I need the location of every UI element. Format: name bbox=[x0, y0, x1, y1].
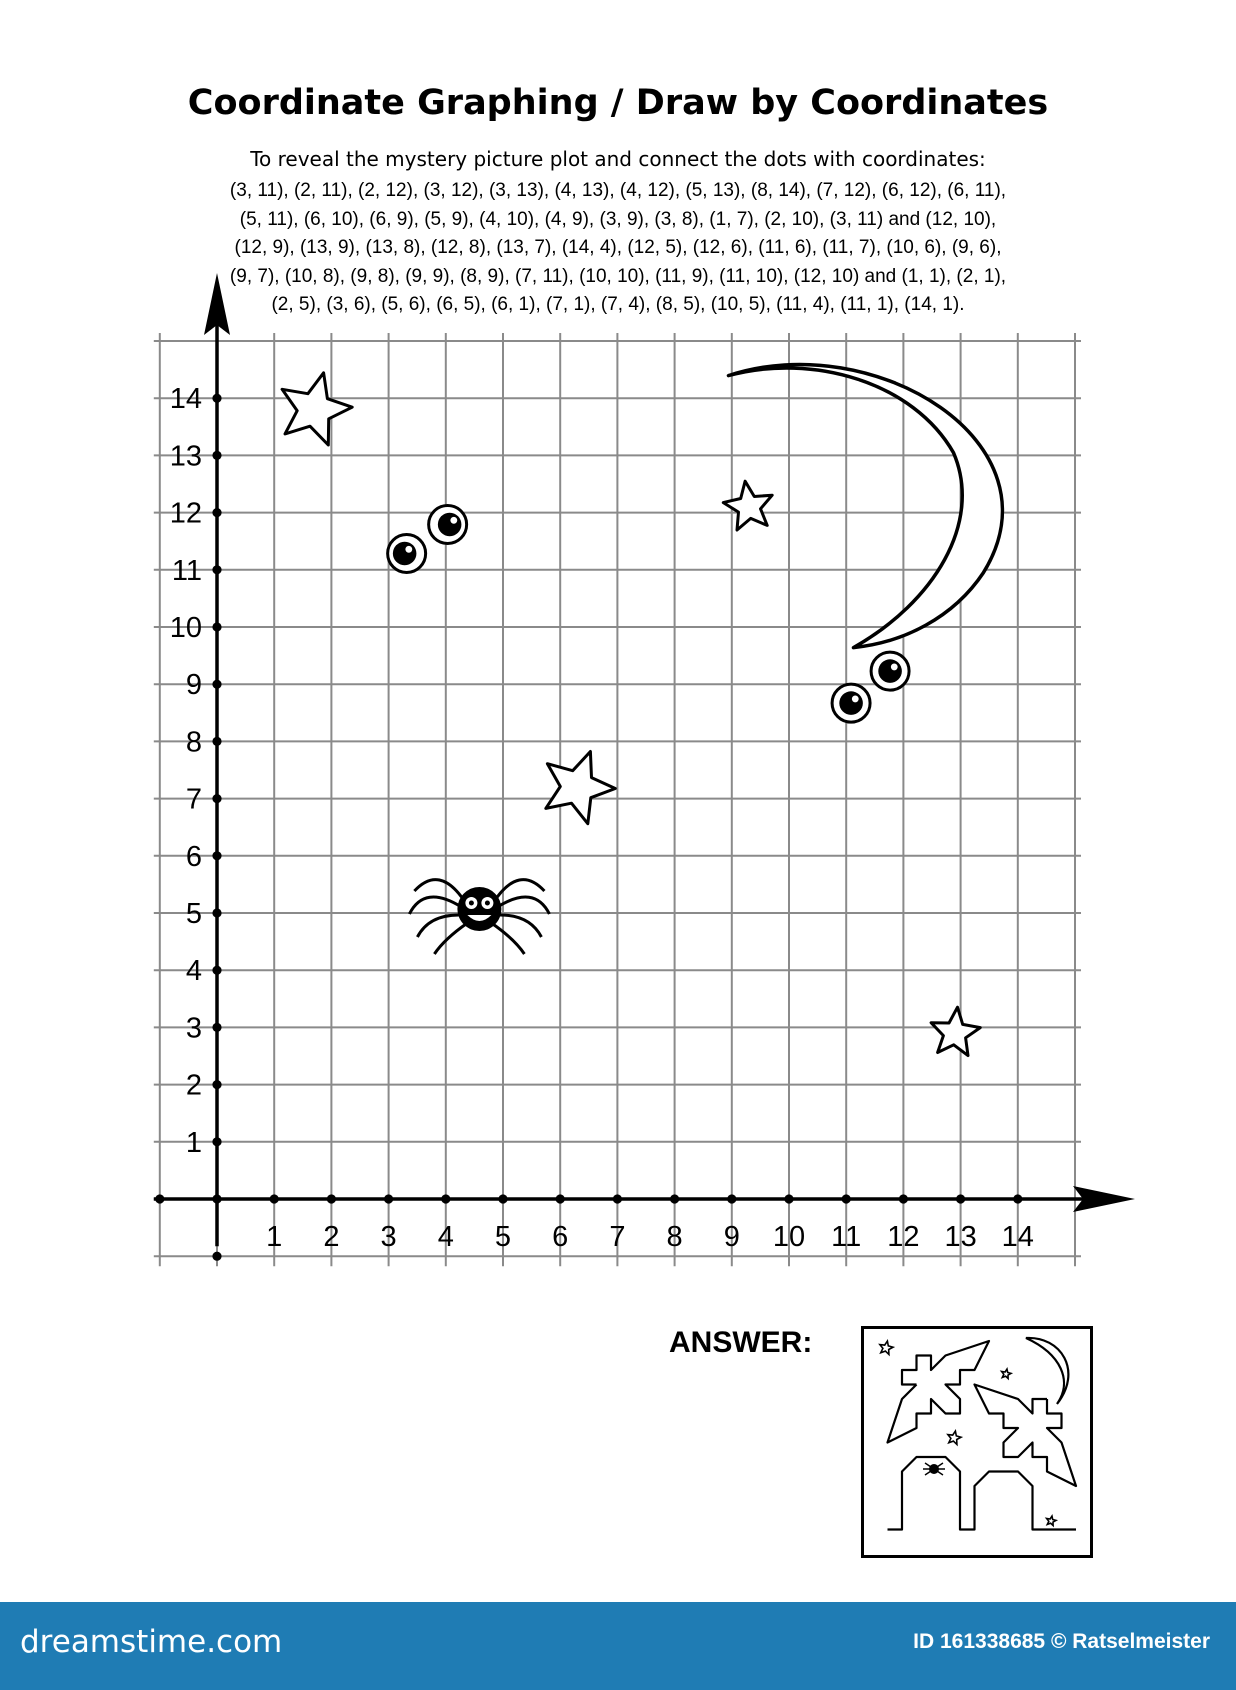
x-tick-dot bbox=[212, 1194, 221, 1203]
coordinate-line: (12, 9), (13, 9), (13, 8), (12, 8), (13, 7), (14, 4), (12, 5), (12, 6), (11, 6), (11, 7), (10, 6), (9, 6), bbox=[234, 237, 1002, 258]
x-tick-label: 10 bbox=[772, 1221, 806, 1253]
coordinate-line: (3, 11), (2, 11), (2, 12), (3, 12), (3, 13), (4, 13), (4, 12), (5, 13), (8, 14), (7, 12), (6, 12), (6, 11), bbox=[229, 180, 1007, 201]
y-tick-label: 7 bbox=[185, 783, 202, 816]
y-tick-dot bbox=[212, 851, 221, 860]
eye-shine bbox=[450, 517, 457, 524]
y-tick-label: 14 bbox=[169, 383, 202, 416]
x-tick-label: 9 bbox=[723, 1221, 740, 1253]
eye-shine bbox=[852, 695, 859, 702]
y-tick-label: 13 bbox=[169, 440, 202, 473]
eye-shine bbox=[405, 546, 412, 553]
star-icon bbox=[282, 373, 352, 445]
x-tick-dot bbox=[784, 1194, 793, 1203]
x-tick-dot bbox=[956, 1194, 965, 1203]
spider-leg bbox=[497, 897, 549, 914]
x-tick-dot bbox=[613, 1194, 622, 1203]
y-tick-dot bbox=[212, 565, 221, 574]
x-tick-label: 12 bbox=[887, 1221, 920, 1253]
x-tick-dot bbox=[384, 1194, 393, 1203]
y-tick-label: 2 bbox=[185, 1069, 202, 1102]
spider-leg bbox=[409, 897, 461, 914]
x-tick-label: 11 bbox=[831, 1221, 862, 1253]
spider-icon bbox=[457, 887, 501, 931]
star-icon bbox=[931, 1007, 980, 1055]
x-tick-label: 7 bbox=[609, 1221, 626, 1253]
instructions: To reveal the mystery picture plot and connect the dots with coordinates: bbox=[250, 147, 986, 171]
star-icon bbox=[546, 752, 616, 824]
coordinate-line: (9, 7), (10, 8), (9, 8), (9, 9), (8, 9), (7, 11), (10, 10), (11, 9), (11, 10), (12, 10) and (1, 1), (2, 1), bbox=[229, 265, 1007, 287]
y-tick-label: 9 bbox=[185, 669, 202, 702]
x-tick-label: 2 bbox=[323, 1221, 340, 1253]
eye-pupil bbox=[438, 513, 462, 537]
y-axis-labels bbox=[170, 383, 202, 1159]
y-tick-label: 8 bbox=[185, 726, 202, 759]
x-tick-label: 3 bbox=[380, 1221, 397, 1253]
x-tick-dot bbox=[842, 1194, 851, 1203]
x-tick-dot bbox=[670, 1194, 679, 1203]
x-tick-dot bbox=[270, 1194, 279, 1203]
y-tick-dot bbox=[212, 908, 221, 917]
x-tick-label: 5 bbox=[494, 1221, 512, 1253]
y-tick-dot bbox=[212, 737, 221, 746]
x-tick-dot bbox=[498, 1194, 507, 1203]
y-tick-label: 4 bbox=[185, 955, 202, 988]
page-title: Coordinate Graphing / Draw by Coordinates bbox=[187, 83, 1049, 123]
y-tick-dot bbox=[212, 794, 221, 803]
y-tick-label: 10 bbox=[169, 612, 202, 644]
eye-pupil bbox=[878, 659, 902, 683]
eye-pupil bbox=[839, 691, 863, 715]
spider-leg bbox=[491, 923, 524, 954]
footer-image-id: ID 161338685 © Ratselmeister bbox=[913, 1630, 1210, 1653]
eye-pupil bbox=[393, 542, 417, 566]
x-tick-dot bbox=[556, 1194, 565, 1203]
spider-pupil bbox=[485, 901, 490, 906]
y-tick-dot bbox=[212, 1252, 221, 1261]
x-tick-dot bbox=[441, 1194, 450, 1203]
eye-shine bbox=[891, 663, 898, 670]
x-tick-dot bbox=[1013, 1194, 1022, 1203]
y-tick-label: 1 bbox=[185, 1126, 202, 1159]
y-tick-dot bbox=[212, 680, 221, 689]
y-tick-label: 12 bbox=[169, 497, 202, 530]
answer-label: ANSWER: bbox=[669, 1326, 813, 1359]
footer-bar bbox=[0, 1602, 1236, 1690]
y-tick-dot bbox=[212, 1137, 221, 1146]
y-tick-label: 3 bbox=[185, 1012, 202, 1045]
y-tick-dot bbox=[212, 394, 221, 403]
x-tick-label: 1 bbox=[266, 1221, 283, 1253]
y-tick-dot bbox=[212, 451, 221, 460]
x-tick-label: 14 bbox=[1001, 1221, 1034, 1253]
coordinate-line: (5, 11), (6, 10), (6, 9), (5, 9), (4, 10), (4, 9), (3, 9), (3, 8), (1, 7), (2, 10), (3, 11) and (12, 10), bbox=[239, 208, 997, 230]
y-tick-dot bbox=[212, 622, 221, 631]
y-tick-dot bbox=[212, 508, 221, 517]
answer-thumbnail bbox=[861, 1326, 1093, 1558]
x-tick-label: 6 bbox=[552, 1221, 569, 1253]
x-tick-dot bbox=[899, 1194, 908, 1203]
y-tick-label: 11 bbox=[171, 554, 202, 587]
y-tick-dot bbox=[212, 1023, 221, 1032]
y-tick-label: 6 bbox=[185, 840, 202, 873]
x-tick-label: 4 bbox=[437, 1221, 454, 1253]
decorations bbox=[282, 364, 1002, 1055]
y-tick-dot bbox=[212, 1080, 221, 1089]
coordinate-line: (2, 5), (3, 6), (5, 6), (6, 5), (6, 1), (7, 1), (7, 4), (8, 5), (10, 5), (11, 4), (11, 1), (14, 1). bbox=[271, 294, 965, 315]
x-axis-labels bbox=[266, 1221, 1034, 1253]
x-tick-label: 13 bbox=[944, 1221, 977, 1253]
footer-logo: dreamstime.com bbox=[20, 1624, 283, 1660]
x-tick-dot bbox=[327, 1194, 336, 1203]
y-tick-label: 5 bbox=[185, 898, 202, 930]
x-tick-label: 8 bbox=[666, 1221, 683, 1253]
spider-pupil bbox=[469, 901, 474, 906]
y-tick-dot bbox=[212, 966, 221, 975]
star-icon bbox=[723, 481, 772, 530]
x-tick-dot bbox=[155, 1194, 164, 1203]
tick-dots bbox=[155, 394, 1022, 1261]
x-tick-dot bbox=[727, 1194, 736, 1203]
grid-lines bbox=[154, 333, 1081, 1266]
spider-leg bbox=[434, 923, 467, 954]
